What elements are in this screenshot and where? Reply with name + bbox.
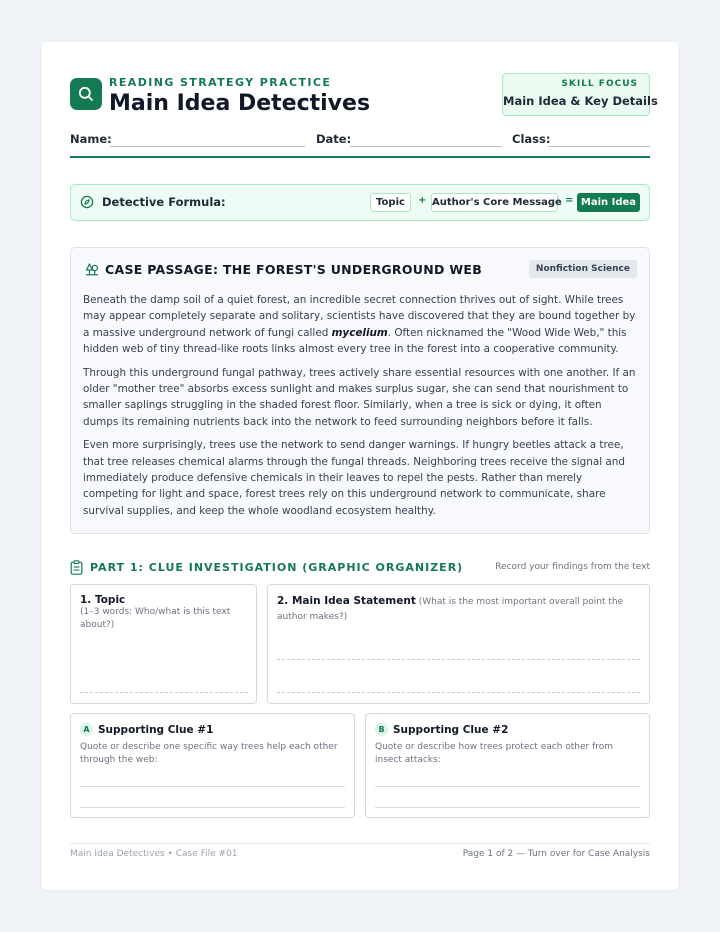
topic-hint: (1–3 words: Who/what is this text about?) (80, 607, 231, 630)
case-passage (70, 247, 650, 534)
page-title: Main Idea Detectives (109, 91, 371, 116)
name-label: Name: (70, 132, 112, 146)
name-field[interactable] (110, 146, 305, 147)
logo (70, 78, 102, 110)
skill-focus-card (502, 73, 658, 116)
topic-answer-line[interactable] (80, 692, 248, 693)
paragraph-1-text-start: Beneath the damp soil of a quiet forest, an incredible secret connection thrives out of sight. While trees may appear completely separate and solitary, scientists have discovered that they are bound together by a massive underground network of fungi called (83, 294, 636, 339)
supporting-clue-2-box[interactable] (365, 713, 650, 818)
formula-equals: = (565, 195, 574, 206)
clue-2-answer-line-2[interactable] (375, 807, 640, 808)
skill-focus-label: SKILL FOCUS (561, 79, 638, 89)
part-1-note: Record your findings from the text (495, 562, 650, 572)
part-1-title: PART 1: CLUE INVESTIGATION (GRAPHIC ORGANIZER) (90, 561, 464, 574)
class-field[interactable] (548, 146, 650, 147)
footer-case-file: Main Idea Detectives • Case File #01 (70, 849, 238, 859)
passage-paragraph-3: Even more surprisingly, trees use the network to send danger warnings. If hungry beetles attack a tree, that tree releases chemical alarms through the fungal threads. Neighboring trees receive the signal and immediately produce defensive chemicals in their leaves to repel the pests. Rather than merely competing for light and space, forest trees rely on this underground network to communicate, share survival supplies, and keep the whole woodland ecosystem healthy. (83, 439, 625, 517)
paragraph-1-text-end: . Often nicknamed the "Wood Wide Web," this hidden web of tiny thread-like roots links almost every tree in the forest into a cooperative community. (83, 326, 627, 356)
student-info-fields (70, 132, 650, 150)
formula-label: Detective Formula: (102, 195, 226, 209)
class-label: Class: (512, 132, 551, 146)
main-idea-box[interactable] (267, 584, 650, 704)
clue-1-answer-line-1[interactable] (80, 786, 345, 787)
formula-result-chip: Main Idea (577, 193, 640, 212)
formula-core-chip: Author's Core Message (431, 193, 558, 212)
key-term: mycelium (331, 326, 388, 339)
main-idea-answer-line-1[interactable] (277, 659, 640, 660)
clue-2-answer-line-1[interactable] (375, 786, 640, 787)
clipboard-icon (70, 560, 83, 575)
clue-2-badge: B (375, 723, 388, 736)
date-label: Date: (316, 132, 352, 146)
detective-formula (70, 184, 650, 221)
magnifier-icon (77, 85, 95, 103)
main-idea-title: 2. Main Idea Statement (277, 595, 416, 607)
worksheet-page (42, 42, 678, 890)
footer-divider (70, 843, 650, 844)
supporting-clue-1-box[interactable] (70, 713, 355, 818)
clue-2-hint: Quote or describe how trees protect each other from insect attacks: (375, 742, 614, 765)
header-divider (70, 156, 650, 158)
clue-2-title: Supporting Clue #2 (393, 724, 509, 736)
part-1-header (70, 560, 650, 576)
formula-plus: + (418, 195, 427, 206)
clue-1-badge: A (80, 723, 93, 736)
clue-1-answer-line-2[interactable] (80, 807, 345, 808)
passage-paragraph-1 (83, 292, 639, 358)
genre-tag: Nonfiction Science (529, 260, 637, 278)
topic-box[interactable] (70, 584, 257, 704)
clue-1-hint: Quote or describe one specific way trees help each other through the web: (80, 742, 338, 765)
footer-page-number: Page 1 of 2 — Turn over for Case Analysis (462, 849, 650, 859)
passage-title: CASE PASSAGE: THE FOREST'S UNDERGROUND WEB (105, 262, 483, 277)
clue-1-title: Supporting Clue #1 (98, 724, 214, 736)
skill-focus-value: Main Idea & Key Details (503, 94, 658, 108)
formula-topic-chip: Topic (370, 193, 411, 212)
passage-paragraph-2: Through this underground fungal pathway, trees actively share essential resources with one another. If an older "mother tree" absorbs excess sunlight and makes surplus sugar, she can send that nourishment to smaller saplings struggling in the shaded forest floor. Similarly, when a tree is sick or dying, it often dumps its remaining nutrients back into the network to feed surrounding neighbors before it falls. (83, 366, 636, 428)
tree-icon (85, 262, 99, 276)
main-idea-hint: (What is the most important overall point the author makes?) (277, 597, 624, 622)
passage-body (83, 292, 639, 526)
compass-icon (80, 195, 94, 209)
main-idea-answer-line-2[interactable] (277, 692, 640, 693)
date-field[interactable] (350, 146, 502, 147)
page-kicker: READING STRATEGY PRACTICE (109, 76, 332, 89)
topic-title: 1. Topic (80, 594, 126, 606)
